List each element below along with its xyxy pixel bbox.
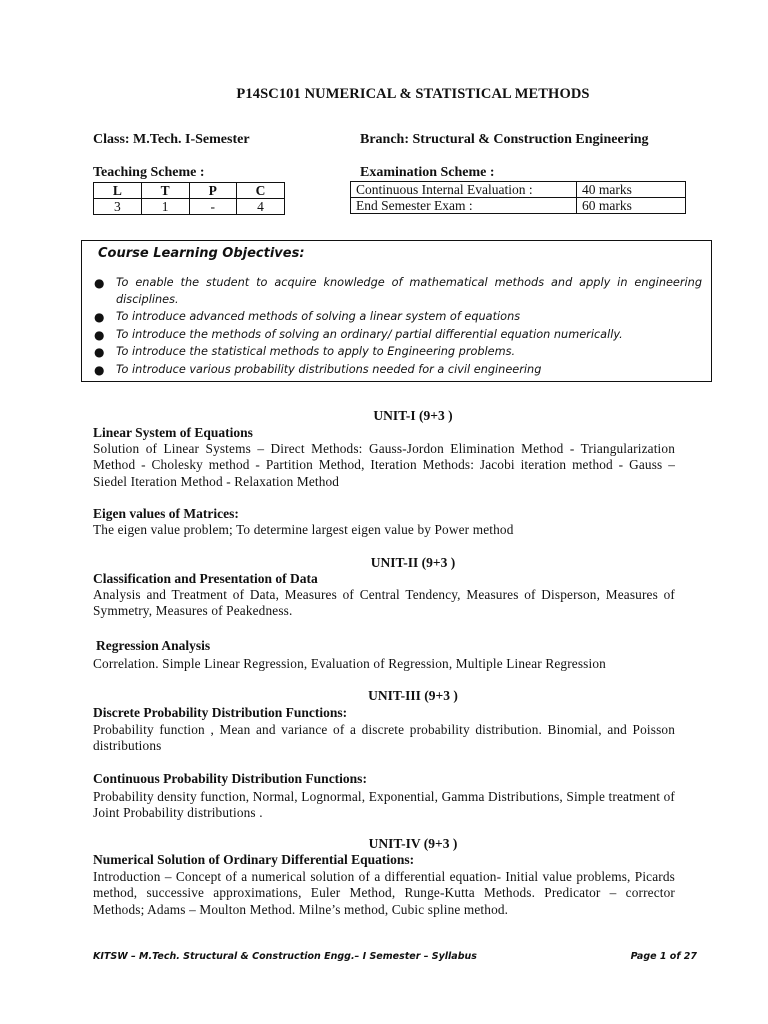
objective-text: To introduce the methods of solving an ordinary/ partial differential equation numerically. (116, 327, 623, 341)
exam-row-ese (351, 198, 686, 214)
bullet-icon: ● (94, 345, 105, 359)
learning-objectives-box (81, 240, 712, 382)
teaching-scheme-header-row (94, 183, 285, 199)
exam-scheme-table (350, 181, 686, 214)
teaching-scheme-table (93, 182, 285, 215)
unit-2-title: UNIT-II (9+3 ) (370, 555, 456, 570)
header-cell-l: L (94, 183, 142, 199)
bullet-icon: ● (94, 310, 105, 324)
objective-text: To introduce various probability distributions needed for a civil engineering (116, 362, 542, 376)
objective-item (92, 275, 702, 308)
unit-4-title: UNIT-IV (9+3 ) (368, 836, 458, 851)
unit-2-body-data: Analysis and Treatment of Data, Measures of Central Tendency, Measures of Disperson, Measures of Symmetry, Measures of Peakedness. (93, 587, 675, 619)
exam-scheme-label: Examination Scheme : (360, 165, 495, 180)
unit-1-heading-eigen: Eigen values of Matrices: (93, 506, 239, 521)
unit-3-body-continuous: Probability density function, Normal, Lognormal, Exponential, Gamma Distributions, Simple treatment of Joint Probability distributions . (93, 789, 675, 821)
value-cell-p: - (189, 199, 237, 215)
objective-text: To enable the student to acquire knowledge of mathematical methods and apply in engineering disciplines. (116, 276, 702, 306)
unit-1-heading-linear-systems: Linear System of Equations (93, 425, 253, 440)
value-cell-c: 4 (237, 199, 285, 215)
header-cell-t: T (141, 183, 189, 199)
value-cell-l: 3 (94, 199, 142, 215)
exam-row-cie (351, 182, 686, 198)
exam-row-value: 40 marks (577, 182, 686, 198)
objective-text: To introduce advanced methods of solving a linear system of equations (116, 310, 521, 323)
objectives-title: Course Learning Objectives: (98, 246, 305, 261)
bullet-icon: ● (94, 276, 105, 290)
bullet-icon: ● (94, 362, 105, 377)
objective-item (92, 362, 702, 379)
teaching-scheme-label: Teaching Scheme : (93, 165, 205, 180)
unit-4-heading-ode: Numerical Solution of Ordinary Differential Equations: (93, 852, 415, 867)
header-cell-p: P (189, 183, 237, 199)
header-cell-c: C (237, 183, 285, 199)
teaching-scheme-value-row (94, 199, 285, 215)
unit-3-heading-continuous: Continuous Probability Distribution Functions: (93, 771, 367, 786)
unit-1-body-eigen: The eigen value problem; To determine largest eigen value by Power method (93, 522, 514, 537)
objective-item (92, 327, 702, 344)
unit-1-body-linear-systems: Solution of Linear Systems – Direct Methods: Gauss-Jordon Elimination Method - Triangularization Method - Cholesky method - Partition Method, Iteration Methods: Jacobi iteration method - Gauss – Siedel Iteration Method - Relaxation Method (93, 441, 675, 489)
footer-syllabus-label: KITSW – M.Tech. Structural & Construction Engg.– I Semester – Syllabus (93, 951, 477, 962)
exam-row-label: End Semester Exam : (351, 198, 577, 214)
exam-row-value: 60 marks (577, 198, 686, 214)
page-footer (93, 951, 697, 962)
objectives-list (92, 275, 702, 379)
bullet-icon: ● (94, 327, 105, 342)
value-cell-t: 1 (141, 199, 189, 215)
objective-item (92, 344, 702, 361)
objective-text: To introduce the statistical methods to apply to Engineering problems. (116, 345, 516, 358)
unit-2-heading-data: Classification and Presentation of Data (93, 571, 318, 586)
class-label: Class: M.Tech. I-Semester (93, 132, 250, 147)
exam-row-label: Continuous Internal Evaluation : (351, 182, 577, 198)
unit-2-heading-regression: Regression Analysis (96, 638, 211, 653)
course-title: P14SC101 NUMERICAL & STATISTICAL METHODS (236, 86, 590, 102)
footer-page-number: Page 1 of 27 (630, 951, 697, 962)
unit-3-body-discrete: Probability function , Mean and variance of a discrete probability distribution. Binomial, and Poisson distributions (93, 722, 675, 754)
unit-4-body-ode: Introduction – Concept of a numerical solution of a differential equation- Initial value problems, Picards method, successive approximations, Euler Method, Runge-Kutta Methods. Predicator – corrector Methods; Adams – Moulton Method. Milne’s method, Cubic spline method. (93, 869, 675, 917)
unit-3-title: UNIT-III (9+3 ) (368, 688, 458, 703)
unit-1-title: UNIT-I (9+3 ) (373, 408, 453, 423)
objective-item (92, 309, 702, 326)
branch-label: Branch: Structural & Construction Engineering (360, 132, 649, 147)
unit-3-heading-discrete: Discrete Probability Distribution Functions: (93, 705, 348, 720)
unit-2-body-regression: Correlation. Simple Linear Regression, Evaluation of Regression, Multiple Linear Regression (93, 656, 606, 671)
